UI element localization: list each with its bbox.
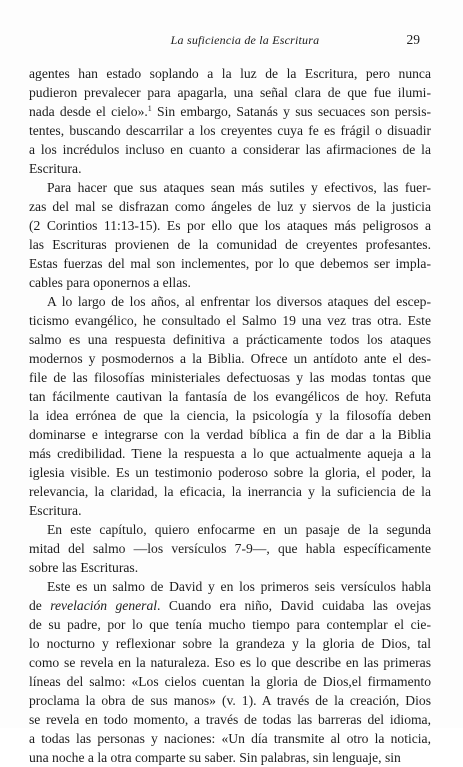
- text-line: pudieron prevalecer para apagarla, una señal clara de que fue ilumi-: [29, 85, 431, 100]
- text-line: iglesia visible. Es un testimonio poderoso sobre la gloria, el poder, la: [29, 465, 431, 480]
- text-line: Escritura.: [29, 161, 82, 176]
- text-line: las Escrituras provienen de la comunidad de creyentes profesantes.: [29, 237, 431, 252]
- text-line: la idea errónea de que la ciencia, la psicología y la filosofía deben: [29, 408, 431, 423]
- text-line: más credibilidad. Tiene la respuesta a lo que actualmente aqueja a la: [29, 446, 431, 461]
- running-head: [0, 33, 463, 51]
- text-line: de revelación general. Cuando era niño, David cuidaba las ovejas: [29, 598, 431, 613]
- text-line: salmo es una respuesta definitiva a prácticamente todos los ataques: [29, 332, 431, 347]
- text-line: A lo largo de los años, al enfrentar los diversos ataques del escep-: [47, 294, 431, 309]
- text-line: ticismo evangélico, he consultado el Salmo 19 una vez tras otra. Este: [29, 313, 431, 328]
- text-line: a todas las personas y naciones: «Un día transmite al otro la noticia,: [29, 731, 431, 746]
- text-line: agentes han estado soplando a la luz de la Escritura, pero nunca: [29, 66, 431, 81]
- paragraph: [29, 577, 431, 767]
- body-text: [29, 64, 431, 767]
- text-line: lo nocturno y reflexionar sobre la grandeza y la gloria de Dios, tal: [29, 636, 431, 651]
- text-line: Este es un salmo de David y en los primeros seis versículos habla: [47, 579, 431, 594]
- text-line: cables para oponernos a ellas.: [29, 275, 191, 290]
- text-line: líneas del salmo: «Los cielos cuentan la gloria de Dios,el firmamento: [29, 674, 431, 689]
- text-line: Estas fuerzas del mal son inclementes, por lo que debemos ser impla-: [29, 256, 431, 271]
- text-line: mitad del salmo —los versículos 7-9—, que habla específicamente: [29, 541, 431, 556]
- text-line: se revela en todo momento, a través de todas las barreras del idioma,: [29, 712, 431, 727]
- text-line: una noche a la otra comparte su saber. Sin palabras, sin lenguaje, sin: [29, 750, 401, 765]
- text-line: (2 Corintios 11:13-15). Es por ello que los ataques más peligrosos a: [29, 218, 431, 233]
- text-line: file de las filosofías ministeriales defectuosas y las modas tontas que: [29, 370, 431, 385]
- text-line: relevancia, la claridad, la eficacia, la inerrancia y la suficiencia de la: [29, 484, 431, 499]
- text-line: sobre las Escrituras.: [29, 560, 139, 575]
- text-line: zas del mal se disfrazan como ángeles de luz y siervos de la justicia: [29, 199, 431, 214]
- text-line: proclama la obra de sus manos» (v. 1). A través de la creación, Dios: [29, 693, 431, 708]
- text-line: nada desde el cielo».$^1$ Sin embargo, Satanás y sus secuaces son persis-: [29, 104, 432, 119]
- running-title: La suficiencia de la Escritura: [170, 33, 320, 47]
- paragraph: [29, 64, 431, 178]
- text-line: dominarse e integrarse con la verdad bíblica a fin de dar a la Biblia: [29, 427, 431, 442]
- paragraph: [29, 292, 431, 520]
- paragraph: [29, 178, 431, 292]
- text-line: tentes, buscando descarrilar a los creyentes cuya fe es frágil o disuadir: [29, 123, 431, 138]
- text-line: modernos y posmodernos a la Biblia. Ofrece un antídoto ante el des-: [29, 351, 431, 366]
- paragraph: [29, 520, 431, 577]
- text-line: Escritura.: [29, 503, 82, 518]
- text-line: Para hacer que sus ataques sean más sutiles y efectivos, las fuer-: [47, 180, 431, 195]
- text-line: En este capítulo, quiero enfocarme en un pasaje de la segunda: [47, 522, 431, 537]
- page-number: 29: [406, 32, 420, 47]
- text-line: como se revela en la naturaleza. Eso es lo que describe en las primeras: [29, 655, 431, 670]
- text-line: tan fácilmente cautivan la fantasía de los evangélicos de hoy. Refuta: [29, 389, 431, 404]
- text-line: a los incrédulos incluso en cuanto a considerar las afirmaciones de la: [29, 142, 431, 157]
- text-line: de su padre, por lo que tenía mucho tiempo para contemplar el cie-: [29, 617, 431, 632]
